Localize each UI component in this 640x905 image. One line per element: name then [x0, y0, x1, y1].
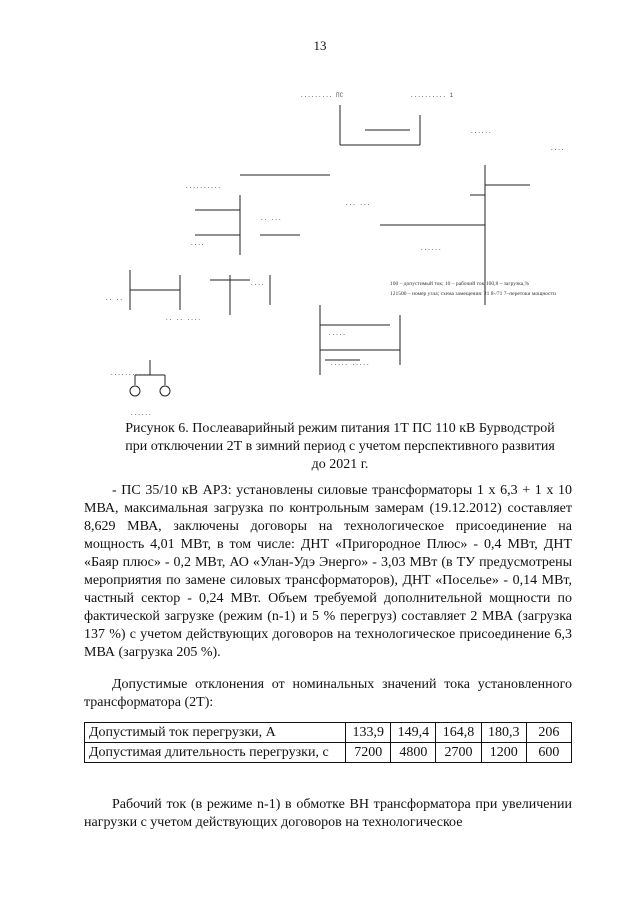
table-cell: 149,4: [391, 723, 436, 743]
power-network-diagram: [90, 75, 590, 420]
table-cell: 7200: [346, 743, 391, 763]
paragraph-ars-substation: - ПС 35/10 кВ АРЗ: установлены силовые трансформаторы 1 х 6,3 + 1 х 10 МВА, максимальная загрузка по контрольным замерам (19.12.2012) составляет 8,629 МВА, заключены договоры на технологическое присоединение на мощность 4,01 МВт, в том числе: ДНТ «Пригородное Плюс» - 0,4 МВт, ДНТ «Баяр плюс» - 0,2 МВт, АО «Улан-Удэ Энерго» - 3,03 МВт (в ТУ предусмотрены мероприятия по замене силовых трансформаторов), ДНТ «Поселье» - 0,14 МВт, частный сектор - 0,24 МВт. Объем требуемой дополнительной мощности по фактической загрузке (режим (n-1) и 5 % перегруз) составляет 2 МВА (загрузка 137 %) с учетом действующих договоров на технологическое присоединение 6,3 МВА (загрузка 205 %).: [84, 483, 572, 660]
svg-text:.....: .....: [328, 330, 347, 337]
table-cell: 2700: [436, 743, 481, 763]
svg-text:..........: ..........: [185, 183, 222, 190]
svg-text:.......... 1: .......... 1: [410, 92, 454, 99]
svg-text:......: ......: [470, 128, 492, 135]
paragraph-working-current: Рабочий ток (в режиме n-1) в обмотке ВН трансформатора при увеличении нагрузки с учетом действующих договоров на технологическое: [84, 797, 572, 830]
caption-line: Рисунок 6. Послеаварийный режим питания 1Т ПС 110 кВ Бурводстрой: [125, 421, 555, 436]
paragraph-tolerances: Допустимые отклонения от номинальных значений тока установленного трансформатора (2Т):: [84, 677, 572, 710]
svg-text:......: ......: [130, 410, 152, 417]
table-row: [85, 723, 572, 743]
table-row: [85, 743, 572, 763]
svg-text:... ...: ... ...: [345, 200, 371, 207]
svg-text:....: ....: [190, 240, 205, 247]
caption-line: при отключении 2Т в зимний период с учетом перспективного развития: [125, 439, 555, 454]
page-number: 13: [313, 38, 327, 53]
svg-text:.. ..: .. ..: [105, 295, 124, 302]
svg-text:....: ....: [550, 145, 565, 152]
table-cell: 600: [526, 743, 571, 763]
figure-caption: [100, 420, 580, 474]
overload-table: [84, 722, 572, 763]
table-cell-label: Допустимый ток перегрузки, А: [85, 723, 346, 743]
table-cell-label: Допустимая длительность перегрузки, с: [85, 743, 346, 763]
table-cell: 180,3: [481, 723, 526, 743]
svg-text:..... .....: ..... .....: [330, 360, 370, 367]
table-cell: 1200: [481, 743, 526, 763]
table-cell: 164,8: [436, 723, 481, 743]
caption-line: до 2021 г.: [311, 457, 369, 472]
table-cell: 206: [526, 723, 571, 743]
svg-text:......: ......: [420, 245, 442, 252]
table-cell: 133,9: [346, 723, 391, 743]
diagram-legend-line: 100 – допустимый ток; 10 – рабочий ток;100,8 – загрузка,%: [390, 281, 530, 287]
diagram-legend-line: 121500 – номер узла; схема замещения: 21 8-/71 7–перетоки мощности: [390, 291, 556, 297]
svg-text:.. .. ....: .. .. ....: [165, 315, 202, 322]
svg-text:.. ...: .. ...: [260, 215, 282, 222]
svg-text:....: ....: [250, 280, 265, 287]
table-cell: 4800: [391, 743, 436, 763]
svg-text:...........: ...........: [110, 370, 150, 377]
svg-text:......... ПС: ......... ПС: [300, 92, 344, 99]
